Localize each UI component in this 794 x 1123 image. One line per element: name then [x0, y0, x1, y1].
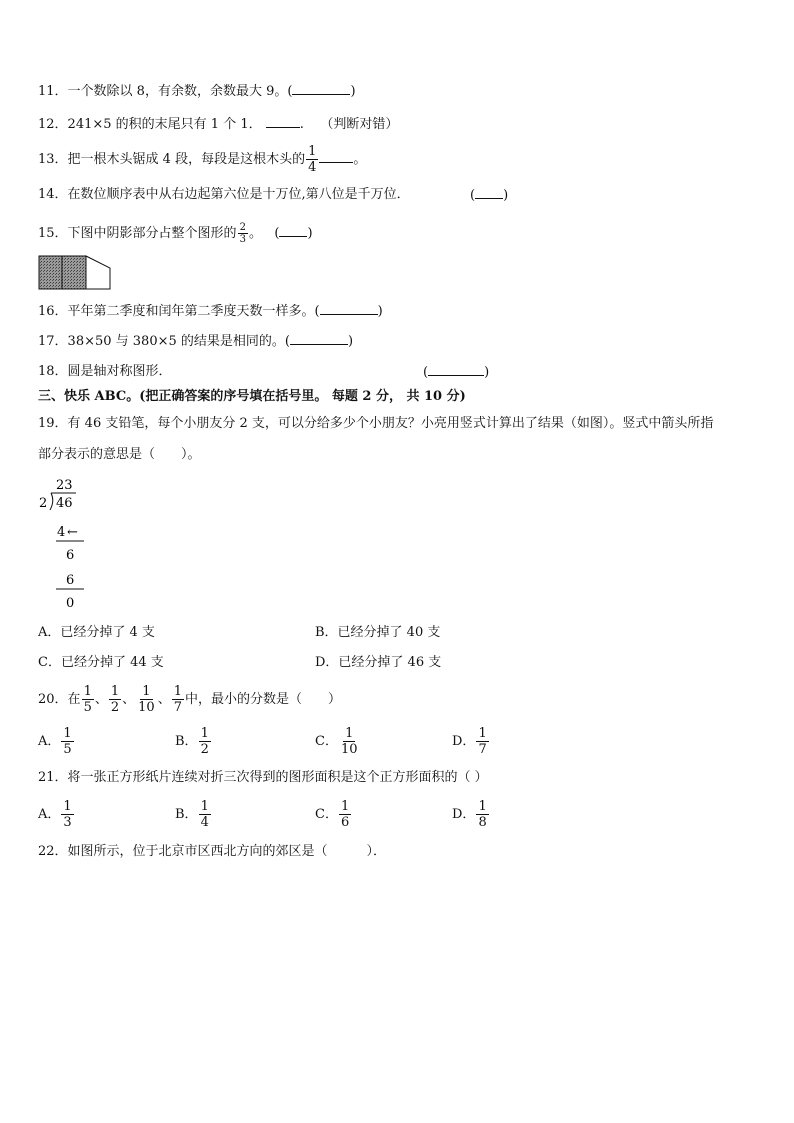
end-mark: 。 [248, 226, 262, 241]
fraction [199, 799, 211, 830]
q21-option-c[interactable] [315, 797, 352, 833]
divisor: 2 [39, 496, 48, 511]
end-mark: 。 [353, 152, 367, 167]
section-3-heading: 三、快乐 ABC。(把正确答案的序号填在括号里。 每题 2 分， 共 10 分) [38, 389, 466, 404]
separator: 、 [94, 692, 108, 707]
q20-option-d[interactable] [452, 724, 490, 760]
fraction [199, 726, 211, 757]
question-12 [38, 115, 398, 134]
q21-option-b[interactable] [175, 797, 212, 833]
fraction [476, 799, 488, 830]
long-division [36, 474, 96, 614]
question-number: 20． [38, 692, 68, 707]
question-text: 中，最小的分数是（ ） [185, 692, 342, 707]
option-label: A． [38, 807, 61, 822]
denominator: 4 [200, 815, 209, 830]
arrow-icon: ← [67, 525, 78, 540]
denominator: 7 [173, 700, 182, 715]
option-label: D． [452, 734, 476, 749]
question-text: 把一根木头锯成 4 段，每段是这根木头的 [67, 152, 306, 167]
question-text: 如图所示，位于北京市区西北方向的郊区是（ ）． [67, 844, 387, 859]
numerator: 1 [142, 684, 151, 699]
question-11 [38, 82, 356, 101]
fraction [61, 799, 73, 830]
question-text: 下图中阴影部分占整个图形的 [67, 226, 237, 241]
question-number: 11． [38, 84, 68, 99]
answer-blank[interactable] [319, 150, 353, 163]
numerator: 1 [200, 726, 209, 741]
option-b[interactable]: B．已经分掉了 40 支 [315, 625, 441, 640]
denominator: 7 [478, 742, 487, 757]
question-number: 17． [38, 334, 68, 349]
question-number: 16． [38, 304, 68, 319]
denominator: 5 [63, 742, 72, 757]
question-text: 241×5 的积的末尾只有 1 个 1． [67, 117, 262, 132]
option-label: C． [315, 807, 338, 822]
shaded-figure [38, 255, 112, 291]
fraction [339, 726, 360, 757]
denominator: 6 [340, 815, 350, 830]
question-text: 将一张正方形纸片连续对折三次得到的图形面积是这个正方形面积的（ ） [67, 770, 488, 785]
first-product: 4 [57, 525, 66, 540]
answer-paren-18 [423, 363, 489, 382]
numerator: 1 [63, 726, 72, 741]
question-19-line-2: 部分表示的意思是（ ）。 [38, 447, 201, 462]
unshaded-part [86, 256, 110, 289]
question-18 [38, 363, 172, 381]
close-paren: ) [307, 226, 313, 241]
numerator: 1 [200, 799, 209, 814]
answer-blank[interactable] [279, 224, 307, 237]
question-text: 在 [67, 692, 81, 707]
open-paren: ( [470, 188, 476, 203]
option-label: C． [315, 734, 338, 749]
denominator: 2 [110, 700, 120, 715]
question-22 [38, 843, 386, 861]
answer-blank[interactable] [320, 302, 378, 315]
open-paren: ( [274, 226, 280, 241]
question-number: 14． [38, 187, 68, 202]
q20-option-a[interactable] [38, 724, 75, 760]
fraction-2 [109, 684, 121, 715]
close-paren: ) [377, 304, 383, 319]
question-number: 12． [38, 117, 68, 132]
question-16 [38, 302, 383, 321]
option-label: A． [38, 734, 61, 749]
fraction [306, 144, 318, 175]
question-text: 圆是轴对称图形． [67, 364, 172, 379]
answer-blank[interactable] [475, 186, 503, 199]
fraction [476, 726, 488, 757]
numerator: 1 [173, 684, 182, 699]
option-label: B． [175, 807, 198, 822]
q20-option-b[interactable] [175, 724, 212, 760]
question-number: 18． [38, 364, 68, 379]
answer-blank[interactable] [292, 82, 350, 95]
denominator: 5 [83, 700, 92, 715]
denominator: 3 [239, 234, 246, 245]
quotient: 23 [56, 478, 73, 493]
option-c[interactable]: C．已经分掉了 44 支 [38, 655, 164, 670]
answer-blank[interactable] [266, 115, 300, 128]
answer-blank[interactable] [428, 363, 484, 376]
division-bracket [50, 493, 53, 510]
close-paren: ) [347, 334, 354, 349]
question-13 [38, 144, 366, 175]
judge-note: （判断对错） [320, 117, 399, 132]
question-21 [38, 769, 488, 787]
question-20 [38, 682, 341, 718]
question-number: 15． [38, 226, 68, 241]
numerator: 1 [340, 799, 350, 814]
open-paren: ( [423, 365, 429, 380]
close-paren: ) [484, 365, 490, 380]
question-number: 19． [38, 416, 68, 431]
question-number: 13． [38, 152, 68, 167]
q20-option-c[interactable] [315, 724, 361, 760]
numerator: 1 [478, 799, 487, 814]
question-number: 21． [38, 770, 68, 785]
fraction [339, 799, 351, 830]
separator: 、 [157, 692, 171, 707]
remainder-1: 6 [66, 548, 75, 563]
question-14 [38, 186, 410, 204]
fraction-1 [82, 684, 94, 715]
denominator: 10 [340, 742, 358, 757]
option-d[interactable]: D．已经分掉了 46 支 [315, 655, 442, 670]
fraction-4 [172, 684, 184, 715]
option-a[interactable]: A．已经分掉了 4 支 [38, 625, 155, 640]
question-text: 38×50 与 380×5 的结果是相同的。( [67, 334, 290, 349]
fraction-3 [136, 684, 157, 715]
denominator: 2 [200, 742, 209, 757]
q21-option-d[interactable] [452, 797, 490, 833]
question-text: 有 46 支铅笔，每个小朋友分 2 支，可以分给多少个小朋友？小亮用竖式计算出了结果（如图）。竖式中箭头所指 [67, 416, 714, 431]
denominator: 8 [478, 815, 487, 830]
denominator: 4 [308, 160, 317, 175]
option-label: D． [452, 807, 476, 822]
question-text: 一个数除以 8，有余数，余数最大 9。( [67, 84, 293, 99]
question-19-line-1 [38, 415, 713, 433]
dividend: 46 [56, 496, 73, 511]
separator: 、 [122, 692, 136, 707]
numerator: 1 [345, 726, 354, 741]
denominator: 3 [63, 815, 72, 830]
answer-blank[interactable] [290, 332, 348, 345]
close-paren: ) [350, 84, 356, 99]
question-text: 在数位顺序表中从右边起第六位是十万位,第八位是千万位． [67, 187, 410, 202]
question-15 [38, 222, 313, 245]
question-number: 22． [38, 844, 68, 859]
period: . [299, 117, 304, 132]
fraction [238, 222, 248, 245]
option-label: B． [175, 734, 198, 749]
final-remainder: 0 [66, 596, 75, 611]
numerator: 1 [478, 726, 487, 741]
numerator: 2 [239, 222, 246, 233]
answer-paren-14 [470, 186, 508, 205]
close-paren: ) [503, 188, 509, 203]
numerator: 1 [83, 684, 92, 699]
numerator: 1 [63, 799, 72, 814]
fraction [61, 726, 73, 757]
question-text: 平年第二季度和闰年第二季度天数一样多。( [67, 304, 320, 319]
denominator: 10 [138, 700, 155, 715]
numerator: 1 [308, 144, 317, 159]
second-product: 6 [66, 573, 75, 588]
question-17 [38, 332, 353, 351]
q21-option-a[interactable] [38, 797, 75, 833]
numerator: 1 [110, 684, 120, 699]
